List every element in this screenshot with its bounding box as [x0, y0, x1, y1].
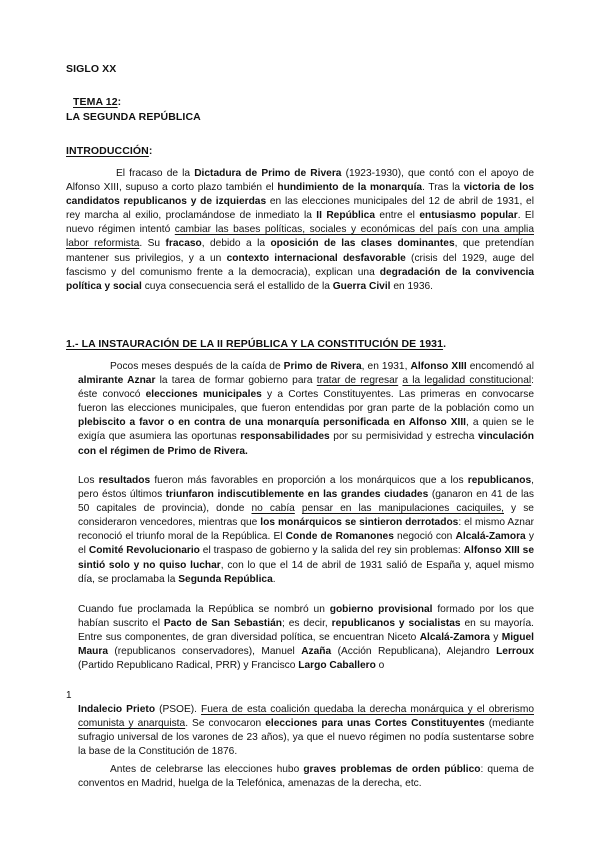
- bold-text-run: republicanos y socialistas: [331, 618, 461, 630]
- text-run: y: [489, 632, 502, 644]
- text-run: (ganaron en 41 de las 50 capitales de provincia), donde: [78, 489, 535, 515]
- text-run: (Partido Republicano Radical, PRR) y Francisco: [78, 660, 299, 672]
- text-run: en 1936.: [390, 280, 433, 292]
- text-run: , debido a la: [201, 238, 271, 250]
- bold-text-run: contexto internacional desfavorable: [226, 252, 406, 264]
- section1-paragraph-5: [78, 763, 534, 791]
- bold-text-run: plebiscito a favor o en contra de una monarquía personificada en Alfonso XIII: [78, 417, 467, 429]
- text-run: . Tras la: [422, 182, 464, 194]
- text-run: (PSOE).: [155, 704, 202, 715]
- bold-text-run: los monárquicos se sintieron derrotados: [260, 517, 459, 529]
- bold-text-run: elecciones municipales: [145, 389, 262, 401]
- text-run: y el: [78, 531, 534, 557]
- bold-text-run: Alfonso XIII: [410, 361, 467, 372]
- text-run: por su permisividad y estrecha: [329, 431, 478, 443]
- bold-text-run: resultados: [98, 475, 155, 486]
- text-run: en las elecciones municipales del 12 de abril de 1931, el rey marcha al exilio, proclamándose de inmediato la: [66, 196, 534, 222]
- text-run: encomendó al: [466, 361, 534, 372]
- intro-heading: INTRODUCCIÓN:: [66, 145, 153, 157]
- bold-text-run: Dictadura de Primo de Rivera: [194, 168, 342, 179]
- text-run: (crisis del 1929, auge del fascismo y del comunismo frente a la democracia), explican una: [66, 252, 534, 278]
- text-run: el traspaso de gobierno y la salida del rey sin problemas:: [199, 545, 464, 557]
- text-run: entre el: [375, 210, 420, 222]
- section1-paragraph-2: [78, 474, 534, 587]
- bold-text-run: Indalecio Prieto: [78, 704, 156, 715]
- bold-text-run: graves problemas de orden público: [303, 764, 481, 775]
- underlined-text-run: a la legalidad constitucional: [402, 375, 532, 387]
- bold-text-run: oposición de las clases dominantes: [270, 238, 455, 250]
- text-run: . Se convocaron: [185, 718, 266, 730]
- text-run: Antes de celebrarse las elecciones hubo: [110, 764, 304, 775]
- text-run: (1923-1930), que contó con el apoyo de Alfonso XIII, supuso a corto plazo también el: [66, 168, 534, 194]
- bold-text-run: Alfonso XIII se sintió solo y no quiso luchar: [78, 545, 534, 571]
- bold-text-run: Primo de Rivera: [283, 361, 362, 372]
- bold-text-run: vinculación con el régimen de Primo de Rivera.: [78, 431, 534, 457]
- bold-text-run: hundimiento de la monarquía: [277, 182, 423, 194]
- text-run: Pocos meses después de la caída de: [110, 361, 284, 372]
- text-run: formado por los que habían suscrito el: [78, 604, 534, 630]
- bold-text-run: triunfaron indiscutiblemente en las grandes ciudades: [165, 489, 429, 501]
- text-run: y a Cortes Constituyentes. Las primeras en convocarse fueron las elecciones municipales, que fueron entendidas por gran parte de la población como un: [78, 389, 534, 415]
- bold-text-run: Largo Caballero: [298, 660, 376, 672]
- text-run: la tarea de formar gobierno para: [155, 375, 317, 387]
- text-run: [295, 503, 302, 514]
- bold-text-run: almirante Aznar: [78, 375, 156, 387]
- section1-paragraph-1: [78, 360, 534, 459]
- text-run: : quema de conventos en Madrid, huelga de la Telefónica, amenazas de la derecha, etc.: [78, 764, 534, 790]
- text-run: , en 1931,: [361, 361, 411, 372]
- underlined-text-run: tratar de regresar: [316, 375, 399, 387]
- underlined-text-run: pensar en las manipulaciones caciquiles,: [301, 503, 504, 515]
- text-run: fueron más favorables en proporción a los monárquicos que a los: [154, 475, 468, 486]
- intro-paragraph: [66, 167, 534, 294]
- bold-text-run: elecciones para unas Cortes Constituyentes: [265, 718, 485, 730]
- text-run: negoció con: [393, 531, 456, 543]
- bold-text-run: responsabilidades: [240, 431, 330, 443]
- text-run: y se consideraron vencedores, mientras que: [78, 503, 534, 529]
- text-run: Cuando fue proclamada la República se nombró un: [78, 604, 330, 615]
- text-run: : éste convocó: [78, 375, 534, 401]
- text-run: . El nuevo régimen intentó: [66, 210, 534, 236]
- bold-text-run: II República: [316, 210, 376, 222]
- page-number: 1: [66, 690, 72, 701]
- text-run: : el mismo Aznar reconoció el triunfo moral de la República. El: [78, 517, 535, 543]
- bold-text-run: Alcalá-Zamora: [419, 632, 490, 644]
- text-run: (Acción Republicana), Alejandro: [331, 646, 497, 658]
- bold-text-run: entusiasmo popular: [419, 210, 518, 222]
- text-run: ; es decir,: [282, 618, 332, 630]
- underlined-text-run: cambiar las bases políticas, sociales y económicas del país con una amplia labor reformista: [66, 224, 534, 250]
- text-run: , pero éstos últimos: [78, 475, 534, 501]
- bold-text-run: Azaña: [301, 646, 332, 658]
- bold-text-run: Lerroux: [496, 646, 534, 658]
- text-run: en su mayoría. Entre sus componentes, de gran diversidad política, se encuentran Niceto: [78, 618, 534, 644]
- text-run: .: [272, 573, 276, 585]
- bold-text-run: Comité Revolucionario: [88, 545, 200, 557]
- text-run: . Su: [139, 238, 166, 250]
- bold-text-run: Conde de Romanones: [285, 531, 394, 543]
- bold-text-run: republicanos: [467, 475, 532, 486]
- text-run: El fracaso de la: [116, 168, 195, 179]
- topic-title: LA SEGUNDA REPÚBLICA: [66, 111, 201, 123]
- text-run: cuya consecuencia será el estallido de la: [141, 280, 333, 292]
- bold-text-run: Guerra Civil: [332, 280, 391, 292]
- bold-text-run: degradación de la convivencia política y social: [66, 266, 534, 292]
- underlined-text-run: no cabía: [251, 503, 295, 515]
- text-run: o: [375, 660, 385, 672]
- topic-label: TEMA 12:: [73, 96, 122, 108]
- section1-paragraph-4: [78, 703, 534, 759]
- bold-text-run: Segunda República: [178, 573, 273, 585]
- bold-text-run: fracaso: [165, 238, 202, 250]
- text-run: Los: [78, 475, 99, 486]
- bold-text-run: Pacto de San Sebastián: [163, 618, 282, 630]
- text-run: , a quien se le exigía que asumiera las oportunas: [78, 417, 534, 443]
- text-run: , que pretendían mantener sus privilegios, y a un: [66, 238, 535, 264]
- bold-text-run: Miguel Maura: [78, 632, 534, 658]
- underlined-text-run: Fuera de esta coalición quedaba la derecha monárquica y el obrerismo comunista y anarquista: [78, 704, 534, 730]
- text-run: (republicanos conservadores), Manuel: [108, 646, 302, 658]
- bold-text-run: Alcalá-Zamora: [455, 531, 526, 543]
- bold-text-run: victoria de los candidatos republicanos y de izquierdas: [66, 182, 534, 208]
- section1-paragraph-3: [78, 603, 534, 673]
- text-run: , con lo que el 14 de abril de 1931 salió de España y, aquel mismo día, se proclamaba la: [78, 559, 534, 585]
- century-heading: SIGLO XX: [66, 63, 117, 75]
- section1-heading: 1.- LA INSTAURACIÓN DE LA II REPÚBLICA Y LA CONSTITUCIÓN DE 1931.: [66, 338, 447, 350]
- bold-text-run: gobierno provisional: [329, 604, 433, 615]
- text-run: (mediante sufragio universal de los varones de 23 años), ya que el nuevo régimen no podía sustentarse sobre la base de la Constitución de 1876.: [78, 718, 535, 758]
- topic-number: TEMA 12: [73, 96, 118, 108]
